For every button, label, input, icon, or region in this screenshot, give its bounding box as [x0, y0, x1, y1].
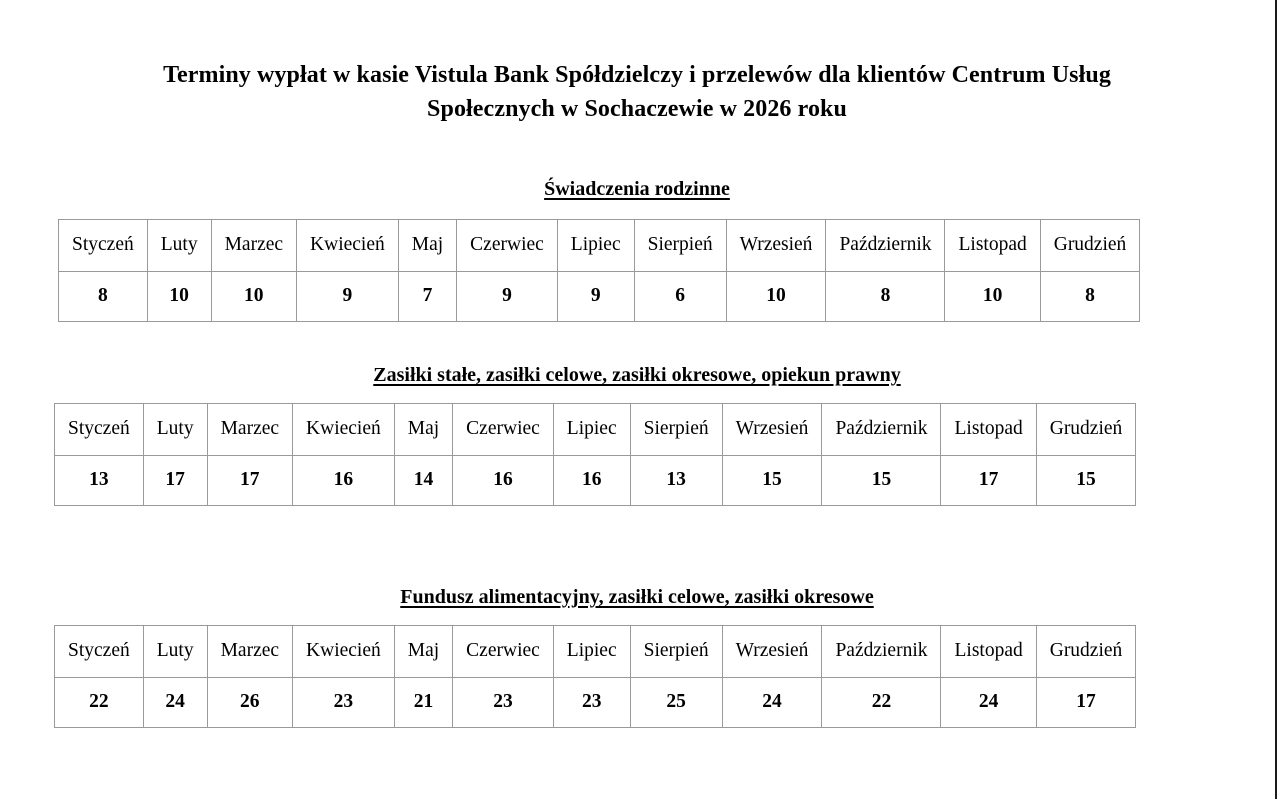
table-wrapper-2 — [54, 403, 1136, 506]
month-header-cell: Wrzesień — [722, 404, 822, 456]
month-header-cell: Czerwiec — [453, 626, 554, 678]
section-heading-2-text: Zasiłki stałe, zasiłki celowe, zasiłki okresowe, opiekun prawny — [373, 364, 901, 386]
month-header-cell: Kwiecień — [297, 220, 399, 272]
payout-day-cell: 23 — [553, 678, 630, 728]
section-swiadczenia-rodzinne — [0, 178, 1274, 306]
section-heading-1-text: Świadczenia rodzinne — [544, 178, 730, 200]
month-header-cell: Maj — [398, 220, 456, 272]
payout-day-cell: 7 — [398, 272, 456, 322]
payout-day-cell: 24 — [941, 678, 1036, 728]
payout-day-cell: 6 — [634, 272, 726, 322]
section-heading-2 — [0, 364, 1274, 387]
table-row-days — [55, 456, 1136, 506]
table-row-months — [55, 404, 1136, 456]
month-header-cell: Lipiec — [557, 220, 634, 272]
payout-day-cell: 8 — [826, 272, 945, 322]
table-row-months — [55, 626, 1136, 678]
payout-day-cell: 25 — [630, 678, 722, 728]
payout-day-cell: 10 — [147, 272, 211, 322]
payout-table-1 — [58, 219, 1140, 322]
payout-day-cell: 16 — [553, 456, 630, 506]
payout-day-cell: 17 — [143, 456, 207, 506]
payout-day-cell: 13 — [630, 456, 722, 506]
month-header-cell: Luty — [147, 220, 211, 272]
month-header-cell: Październik — [826, 220, 945, 272]
page-title-line-2: Społecznych w Sochaczewie w 2026 roku — [427, 96, 847, 123]
payout-table-2 — [54, 403, 1136, 506]
month-header-cell: Marzec — [207, 404, 292, 456]
payout-day-cell: 24 — [722, 678, 822, 728]
payout-day-cell: 8 — [1040, 272, 1140, 322]
payout-day-cell: 9 — [557, 272, 634, 322]
payout-day-cell: 22 — [55, 678, 144, 728]
payout-day-cell: 13 — [55, 456, 144, 506]
page-right-edge-rule — [1275, 0, 1277, 799]
month-header-cell: Sierpień — [634, 220, 726, 272]
month-header-cell: Grudzień — [1040, 220, 1140, 272]
month-header-cell: Październik — [822, 404, 941, 456]
payout-day-cell: 17 — [1036, 678, 1136, 728]
payout-day-cell: 15 — [1036, 456, 1136, 506]
page-title — [0, 0, 1274, 126]
payout-day-cell: 21 — [394, 678, 452, 728]
month-header-cell: Marzec — [207, 626, 292, 678]
payout-day-cell: 9 — [457, 272, 558, 322]
table-wrapper-3 — [54, 625, 1136, 728]
month-header-cell: Grudzień — [1036, 404, 1136, 456]
payout-day-cell: 17 — [941, 456, 1036, 506]
month-header-cell: Listopad — [945, 220, 1040, 272]
month-header-cell: Październik — [822, 626, 941, 678]
section-heading-1 — [0, 178, 1274, 201]
payout-day-cell: 15 — [722, 456, 822, 506]
payout-day-cell: 10 — [211, 272, 296, 322]
section-zasilki-stale — [0, 364, 1274, 490]
payout-day-cell: 23 — [293, 678, 395, 728]
month-header-cell: Styczeń — [59, 220, 148, 272]
table-row-days — [59, 272, 1140, 322]
month-header-cell: Marzec — [211, 220, 296, 272]
section-heading-3 — [0, 586, 1274, 609]
month-header-cell: Listopad — [941, 626, 1036, 678]
payout-day-cell: 10 — [726, 272, 826, 322]
section-heading-3-text: Fundusz alimentacyjny, zasiłki celowe, zasiłki okresowe — [400, 586, 874, 608]
month-header-cell: Kwiecień — [293, 404, 395, 456]
page-title-line-1: Terminy wypłat w kasie Vistula Bank Spółdzielczy i przelewów dla klientów Centrum Usług — [163, 62, 1111, 88]
month-header-cell: Kwiecień — [293, 626, 395, 678]
payout-day-cell: 9 — [297, 272, 399, 322]
month-header-cell: Grudzień — [1036, 626, 1136, 678]
payout-day-cell: 15 — [822, 456, 941, 506]
month-header-cell: Wrzesień — [726, 220, 826, 272]
table-wrapper-1 — [58, 219, 1140, 322]
month-header-cell: Sierpień — [630, 404, 722, 456]
payout-day-cell: 23 — [453, 678, 554, 728]
month-header-cell: Maj — [394, 626, 452, 678]
payout-day-cell: 16 — [293, 456, 395, 506]
payout-day-cell: 14 — [394, 456, 452, 506]
payout-day-cell: 24 — [143, 678, 207, 728]
payout-day-cell: 10 — [945, 272, 1040, 322]
payout-day-cell: 22 — [822, 678, 941, 728]
month-header-cell: Lipiec — [553, 626, 630, 678]
payout-day-cell: 16 — [453, 456, 554, 506]
table-row-days — [55, 678, 1136, 728]
month-header-cell: Maj — [394, 404, 452, 456]
payout-day-cell: 26 — [207, 678, 292, 728]
month-header-cell: Sierpień — [630, 626, 722, 678]
month-header-cell: Listopad — [941, 404, 1036, 456]
month-header-cell: Wrzesień — [722, 626, 822, 678]
table-row-months — [59, 220, 1140, 272]
month-header-cell: Czerwiec — [457, 220, 558, 272]
section-fundusz-alimentacyjny — [0, 586, 1274, 712]
payout-table-3 — [54, 625, 1136, 728]
payout-day-cell: 8 — [59, 272, 148, 322]
month-header-cell: Czerwiec — [453, 404, 554, 456]
month-header-cell: Lipiec — [553, 404, 630, 456]
month-header-cell: Styczeń — [55, 404, 144, 456]
month-header-cell: Luty — [143, 404, 207, 456]
month-header-cell: Luty — [143, 626, 207, 678]
month-header-cell: Styczeń — [55, 626, 144, 678]
payout-day-cell: 17 — [207, 456, 292, 506]
